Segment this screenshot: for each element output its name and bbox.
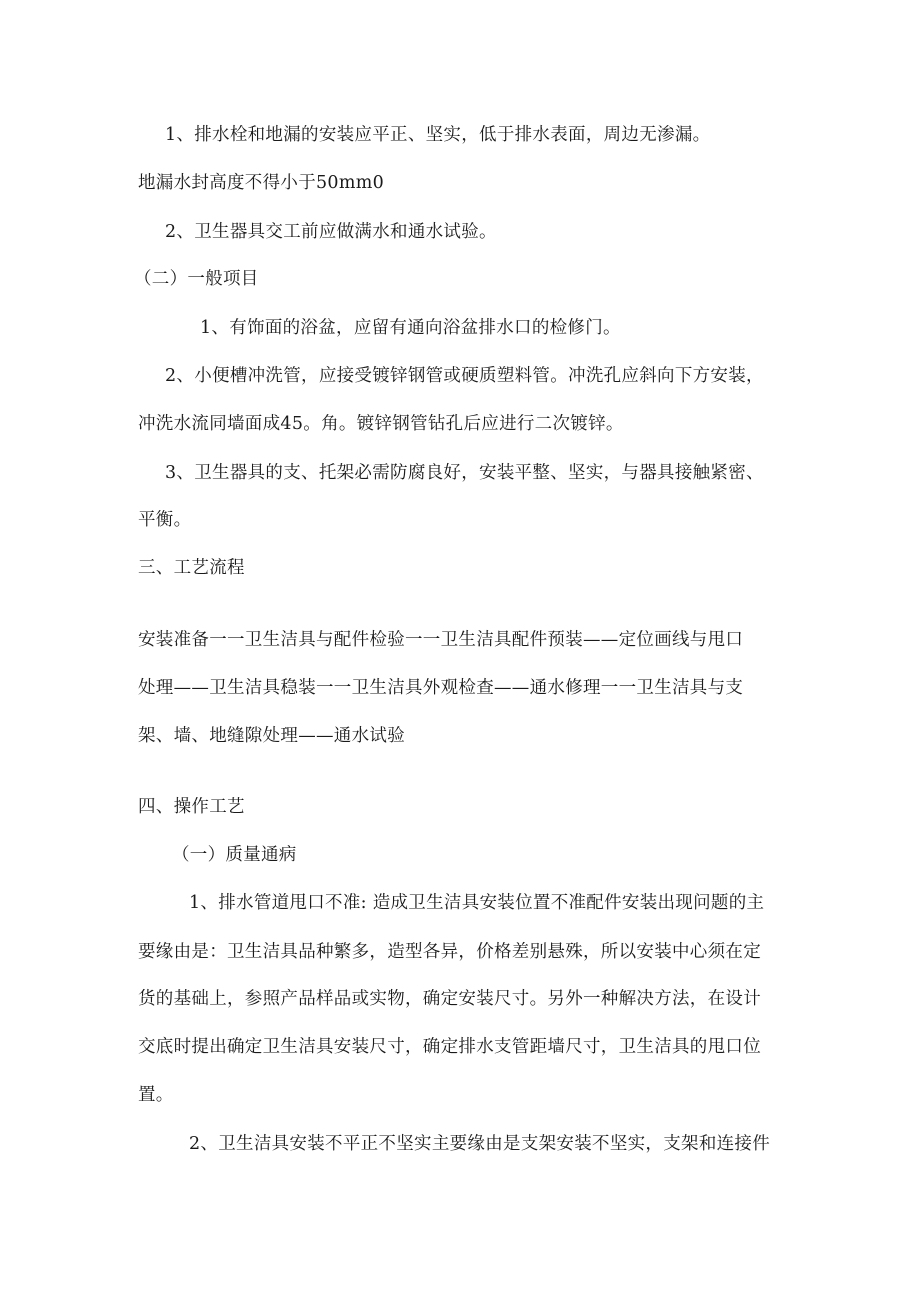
section-heading: 四、操作工艺 [138, 797, 245, 817]
section-heading: 三、工艺流程 [138, 558, 245, 578]
paragraph-line: 架、墙、地缝隙处理——通水试验 [138, 726, 405, 746]
paragraph-line: 1、排水栓和地漏的安装应平正、坚实，低于排水表面，周边无渗漏。 [165, 125, 711, 145]
paragraph-line: 货的基础上，参照产品样品或实物，确定安装尺寸。另外一种解决方法，在设计 [138, 989, 761, 1009]
subsection-heading: （一）质量通病 [172, 845, 297, 865]
paragraph-line: 1、有饰面的浴盆，应留有通向浴盆排水口的检修门。 [200, 318, 621, 338]
paragraph-line: 置。 [138, 1085, 174, 1105]
paragraph-line: 平衡。 [138, 510, 192, 530]
paragraph-line: 处理——卫生洁具稳装一一卫生洁具外观检查——通水修理一一卫生洁具与支 [138, 678, 744, 698]
paragraph-line: 交底时提出确定卫生洁具安装尺寸，确定排水支管距墙尺寸，卫生洁具的甩口位 [138, 1037, 761, 1057]
paragraph-line: 安装准备一一卫生洁具与配件检验一一卫生洁具配件预装——定位画线与甩口 [138, 630, 744, 650]
section-heading: （二）一般项目 [134, 269, 259, 289]
paragraph-line: 2、卫生洁具安装不平正不坚实主要缘由是支架安装不坚实，支架和连接件 [189, 1134, 771, 1154]
paragraph-line: 2、卫生器具交工前应做满水和通水试验。 [165, 222, 497, 242]
paragraph-line: 1、排水管道甩口不准: 造成卫生洁具安装位置不准配件安装出现问题的主 [189, 893, 765, 913]
paragraph-line: 冲洗水流同墙面成45。角。镀锌钢管钻孔后应进行二次镀锌。 [138, 414, 624, 434]
paragraph-line: 3、卫生器具的支、托架必需防腐良好，安装平整、坚实，与器具接触紧密、 [165, 463, 764, 483]
paragraph-line: 地漏水封高度不得小于50mm0 [138, 173, 385, 193]
paragraph-line: 要缘由是：卫生洁具品种繁多，造型各异，价格差别悬殊，所以安装中心须在定 [138, 942, 761, 962]
paragraph-line: 2、小便槽冲洗管，应接受镀锌钢管或硬质塑料管。冲洗孔应斜向下方安装， [165, 366, 764, 386]
